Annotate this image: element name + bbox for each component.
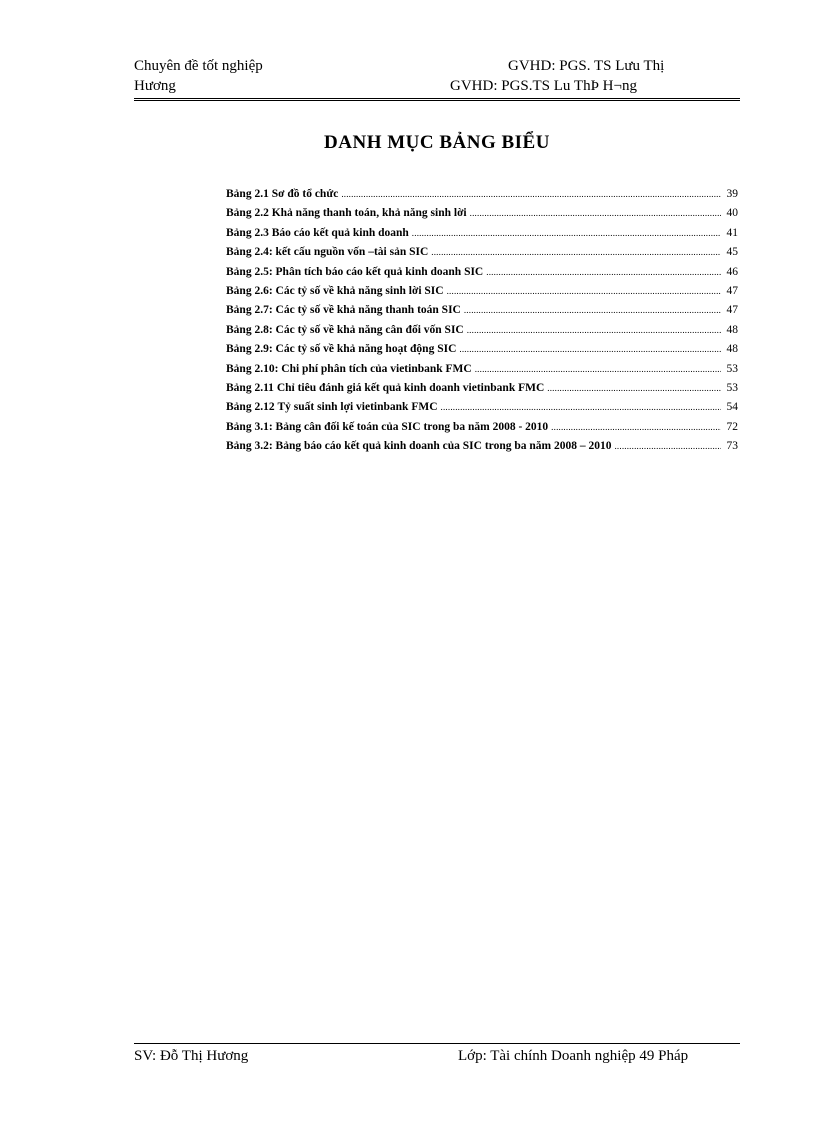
toc-entry-page: 45 (726, 246, 738, 259)
toc-entry-number: Bảng 2.8: (226, 323, 273, 336)
toc-leader-dots (341, 189, 721, 199)
toc-entry-label (226, 343, 456, 355)
toc-entry[interactable] (226, 382, 738, 401)
toc-entry-number: Bảng 2.12 (226, 401, 275, 414)
toc-entry-title: Các tỷ số về khả năng cân đối vốn SIC (275, 323, 464, 336)
toc-entry[interactable] (226, 401, 738, 420)
toc-entry-title: Chỉ tiêu đánh giá kết quả kinh doanh vietinbank FMC (276, 381, 545, 394)
toc-entry-number: Bảng 2.2 (226, 207, 269, 220)
toc-leader-dots (459, 344, 721, 354)
toc-entry-number: Bảng 2.9: (226, 343, 273, 356)
toc-entry[interactable] (226, 188, 738, 207)
toc-entry[interactable] (226, 207, 738, 226)
toc-entry-number: Bảng 2.3 (226, 226, 269, 239)
toc-entry-label (226, 363, 472, 375)
footer-divider (134, 1043, 740, 1044)
header-divider (134, 98, 740, 101)
toc-entry-page: 40 (726, 207, 738, 220)
toc-entry[interactable] (226, 343, 738, 362)
toc-entry-page: 73 (726, 440, 738, 453)
toc-entry[interactable] (226, 304, 738, 323)
toc-entry-page: 53 (726, 381, 738, 394)
toc-entry-number: Bảng 3.2: (226, 440, 273, 453)
toc-entry[interactable] (226, 421, 738, 440)
toc-entry-label (226, 401, 438, 413)
toc-entry-page: 47 (726, 304, 738, 317)
toc-entry-number: Bảng 2.7: (226, 304, 273, 317)
toc-entry-page: 54 (726, 401, 738, 414)
toc-entry-page: 41 (726, 226, 738, 239)
toc-entry-label (226, 188, 338, 200)
toc-entry-title: Sơ đồ tổ chức (271, 188, 339, 200)
toc-leader-dots (547, 383, 721, 393)
toc-entry-page: 46 (726, 265, 738, 278)
toc-leader-dots (614, 441, 721, 451)
toc-entry-label (226, 440, 611, 452)
page-title: DANH MỤC BẢNG BIỂU (324, 132, 550, 153)
toc-entry-title: Các tỷ số về khả năng sinh lời SIC (275, 284, 444, 297)
toc-leader-dots (470, 208, 721, 218)
toc-entry-label (226, 324, 464, 336)
toc-leader-dots (551, 422, 721, 432)
footer-class-name: Lớp: Tài chính Doanh nghiệp 49 Pháp (458, 1048, 689, 1064)
header-supervisor-label: GVHD: PGS. TS Lưu Thị (508, 58, 665, 74)
toc-entry-title: kết cấu nguồn vốn –tài sản SIC (275, 246, 429, 259)
toc-entry[interactable] (226, 363, 738, 382)
toc-leader-dots (475, 364, 721, 374)
toc-entry-label (226, 207, 467, 219)
toc-leader-dots (441, 402, 721, 412)
toc-entry[interactable] (226, 440, 738, 459)
toc-entry-number: Bảng 2.11 (226, 381, 274, 394)
toc-entry-label (226, 421, 548, 433)
toc-entry-number: Bảng 2.1 (226, 188, 269, 200)
header-thesis-label: Chuyên đề tốt nghiệp (134, 58, 263, 74)
toc-entry-title: Tỷ suất sinh lợi vietinbank FMC (277, 401, 438, 414)
toc-entry-label (226, 382, 544, 394)
toc-entry-title: Các tỷ số về khả năng hoạt động SIC (275, 343, 457, 356)
toc-leader-dots (467, 325, 721, 335)
toc-entry-page: 72 (726, 420, 738, 433)
toc-entry-page: 48 (726, 343, 738, 356)
toc-entry-label (226, 285, 444, 297)
toc-leader-dots (412, 228, 721, 238)
toc-entry-label (226, 227, 409, 239)
header-supervisor-label-alt: GVHD: PGS.TS Lu ThÞ H¬ng (450, 78, 637, 94)
toc-entry-number: Bảng 2.6: (226, 284, 273, 297)
toc-entry[interactable] (226, 324, 738, 343)
toc-entry-title: Chi phí phân tích của vietinbank FMC (281, 362, 472, 375)
toc-entry-page: 39 (726, 188, 738, 200)
table-of-tables (226, 188, 738, 459)
toc-entry-number: Bảng 2.10: (226, 362, 279, 375)
toc-entry-title: Báo cáo kết quả kinh doanh (271, 226, 409, 239)
toc-entry-number: Bảng 2.5: (226, 265, 273, 278)
toc-entry-title: Các tỷ số về khả năng thanh toán SIC (275, 304, 461, 317)
toc-entry-title: Bảng cân đối kế toán của SIC trong ba năm 2008 - 2010 (275, 420, 549, 433)
toc-entry-title: Phân tích báo cáo kết quả kinh doanh SIC (275, 265, 484, 278)
toc-entry-label (226, 304, 461, 316)
toc-entry-page: 53 (726, 362, 738, 375)
page-header (134, 58, 740, 100)
toc-leader-dots (464, 305, 721, 315)
toc-entry[interactable] (226, 246, 738, 265)
toc-entry-title: Bảng báo cáo kết quả kinh doanh của SIC trong ba năm 2008 – 2010 (275, 440, 612, 453)
toc-leader-dots (447, 286, 721, 296)
toc-entry[interactable] (226, 285, 738, 304)
toc-entry-number: Bảng 3.1: (226, 420, 273, 433)
toc-leader-dots (431, 247, 721, 257)
toc-entry-number: Bảng 2.4: (226, 246, 273, 259)
toc-entry-page: 48 (726, 323, 738, 336)
toc-entry-label (226, 246, 428, 258)
toc-entry[interactable] (226, 266, 738, 285)
toc-entry-label (226, 266, 483, 278)
toc-entry[interactable] (226, 227, 738, 246)
toc-entry-page: 47 (726, 284, 738, 297)
toc-leader-dots (486, 267, 721, 277)
toc-entry-title: Khả năng thanh toán, khả năng sinh lời (271, 207, 467, 220)
header-thesis-label-cont: Hương (134, 78, 176, 94)
footer-student-name: SV: Đỗ Thị Hương (134, 1048, 249, 1064)
